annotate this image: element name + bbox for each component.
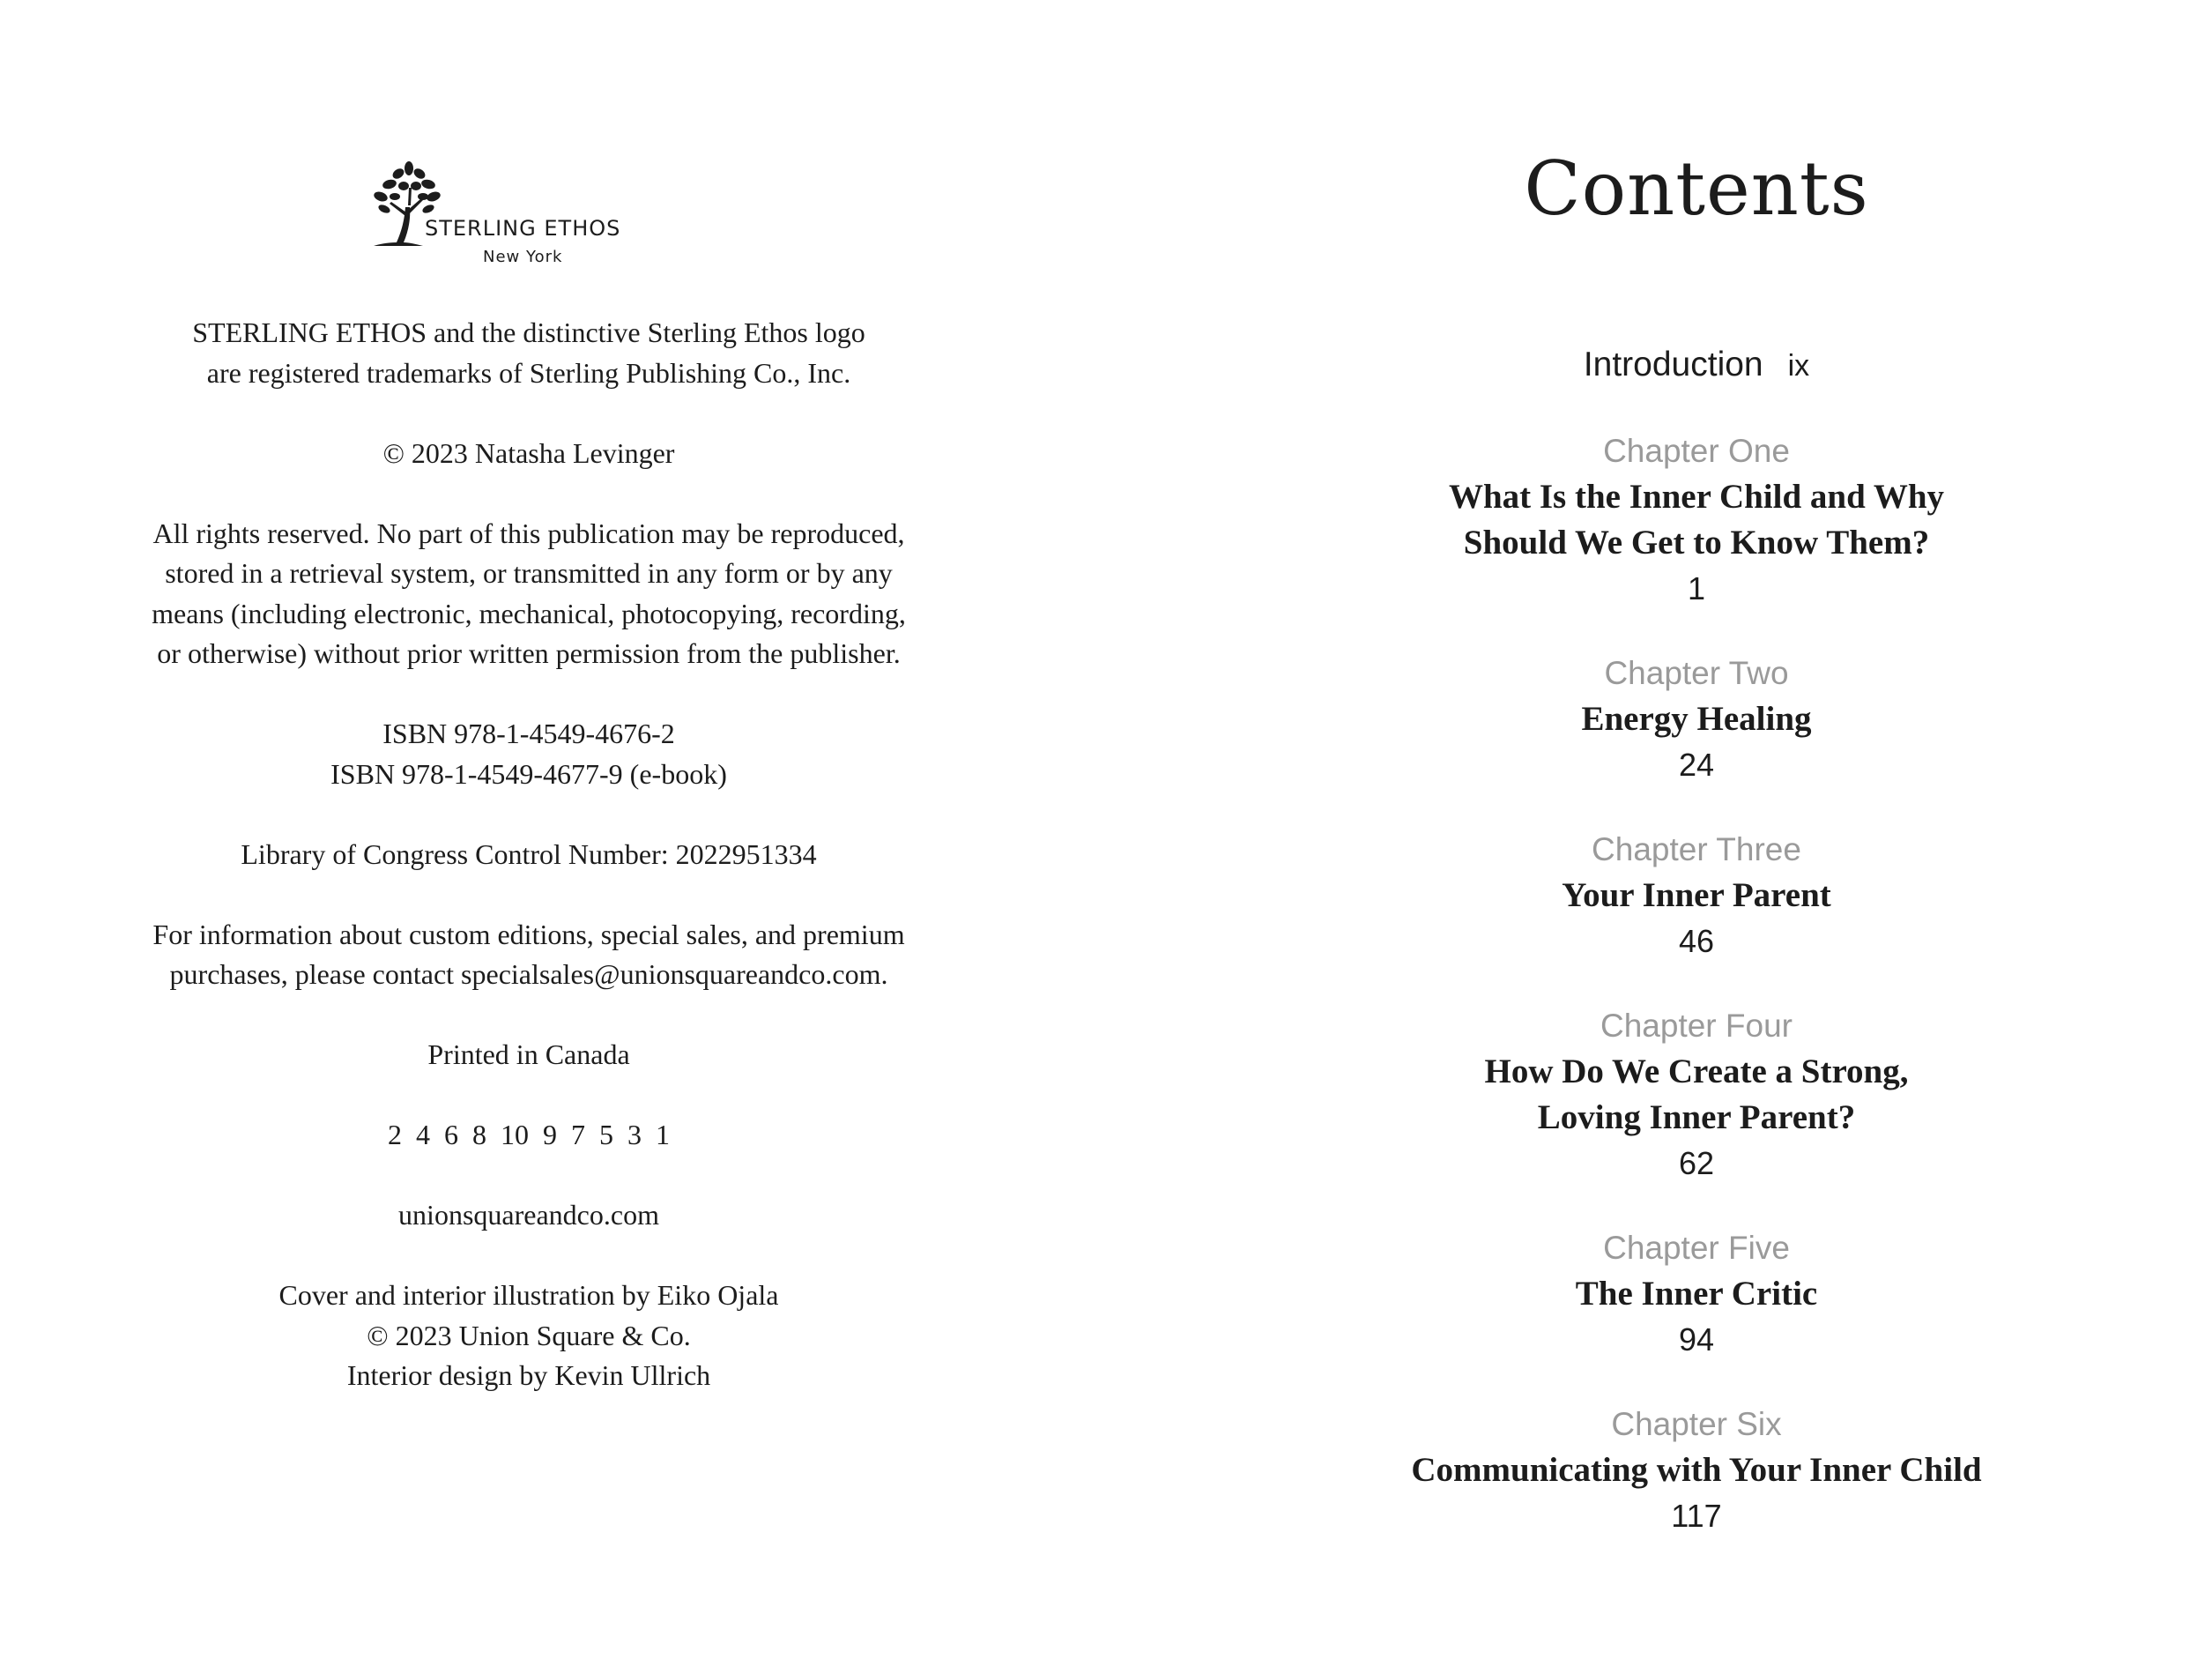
chapter-label: Chapter Two	[1604, 655, 1789, 691]
text-line: 2 4 6 8 10 9 7 5 3 1	[388, 1119, 670, 1150]
chapter-page-number: 1	[1687, 570, 1706, 606]
text-line: All rights reserved. No part of this publication may be reproduced,	[152, 517, 905, 549]
text-line: STERLING ETHOS and the distinctive Sterling Ethos logo	[192, 316, 865, 348]
chapter-page-number: 46	[1678, 923, 1715, 959]
chapter-title: Your Inner Parent	[1562, 876, 1831, 914]
toc-entry-chapter-four[interactable]	[1234, 1003, 2159, 1187]
isbn-print: ISBN 978-1-4549-4676-2	[382, 718, 675, 749]
text-line: Interior design by Kevin Ullrich	[346, 1359, 711, 1391]
copyright-page	[0, 0, 1058, 1659]
text-line: © 2023 Natasha Levinger	[382, 436, 675, 469]
publisher-website	[88, 1195, 969, 1236]
text-line: Library of Congress Control Number: 2022951334	[241, 837, 817, 870]
chapter-title: Communicating with Your Inner Child	[1411, 1451, 1982, 1489]
publisher-logo	[370, 161, 635, 267]
publisher-name: STERLING ETHOS	[425, 216, 621, 241]
introduction-page-number: ix	[1787, 349, 1810, 383]
chapter-title: Loving Inner Parent?	[1537, 1098, 1856, 1136]
toc-entry-chapter-two[interactable]	[1234, 651, 2159, 788]
copyright-notice	[88, 434, 969, 474]
chapter-label: Chapter Four	[1600, 1008, 1793, 1044]
text-line: unionsquareandco.com	[398, 1199, 659, 1231]
credits-paragraph	[88, 1276, 969, 1396]
chapter-page-number: 62	[1678, 1145, 1715, 1181]
printing-line	[88, 1115, 969, 1156]
toc-entry-chapter-three[interactable]	[1234, 827, 2159, 964]
text-line: means (including electronic, mechanical, photocopying, recording,	[152, 597, 906, 629]
chapter-title: Energy Healing	[1581, 700, 1812, 738]
text-line: Cover and interior illustration by Eiko Ojala	[278, 1279, 779, 1311]
text-line: stored in a retrieval system, or transmitted in any form or by any	[165, 557, 893, 589]
chapter-page-number: 94	[1678, 1321, 1715, 1358]
chapter-label: Chapter Six	[1611, 1406, 1782, 1442]
chapter-page-number: 24	[1678, 747, 1715, 783]
rights-paragraph	[88, 514, 969, 674]
table-of-contents	[1234, 428, 2159, 1578]
copyright-text	[88, 313, 969, 1436]
text-line: © 2023 Union Square & Co.	[367, 1319, 691, 1351]
toc-introduction[interactable]	[1234, 346, 2159, 384]
text-line: are registered trademarks of Sterling Publishing Co., Inc.	[206, 356, 851, 389]
chapter-label: Chapter Five	[1603, 1230, 1790, 1266]
toc-entry-chapter-six[interactable]	[1234, 1402, 2159, 1539]
text-line: For information about custom editions, special sales, and premium	[152, 918, 905, 950]
introduction-label: Introduction	[1583, 346, 1763, 383]
page-title: Contents	[1524, 145, 1869, 232]
chapter-label: Chapter One	[1603, 433, 1790, 469]
trademark-paragraph	[88, 313, 969, 393]
isbn-paragraph	[88, 714, 969, 794]
printed-in	[88, 1035, 969, 1075]
chapter-title: What Is the Inner Child and Why	[1448, 478, 1945, 516]
text-line: Printed in Canada	[427, 1038, 630, 1070]
chapter-title: How Do We Create a Strong,	[1484, 1053, 1909, 1090]
special-sales-paragraph	[88, 915, 969, 995]
toc-entry-chapter-five[interactable]	[1234, 1225, 2159, 1363]
chapter-label: Chapter Three	[1592, 831, 1801, 867]
publisher-city: New York	[483, 248, 563, 266]
text-line: or otherwise) without prior written permission from the publisher.	[157, 637, 901, 669]
contents-page	[1234, 0, 2212, 1659]
text-line: purchases, please contact specialsales@unionsquareandco.com.	[169, 958, 888, 990]
chapter-title: Should We Get to Know Them?	[1463, 524, 1930, 562]
chapter-page-number: 117	[1671, 1498, 1722, 1534]
lccn-paragraph	[88, 835, 969, 875]
chapter-title: The Inner Critic	[1575, 1275, 1818, 1313]
toc-entry-chapter-one[interactable]	[1234, 428, 2159, 612]
isbn-ebook: ISBN 978-1-4549-4677-9 (e-book)	[330, 757, 727, 790]
